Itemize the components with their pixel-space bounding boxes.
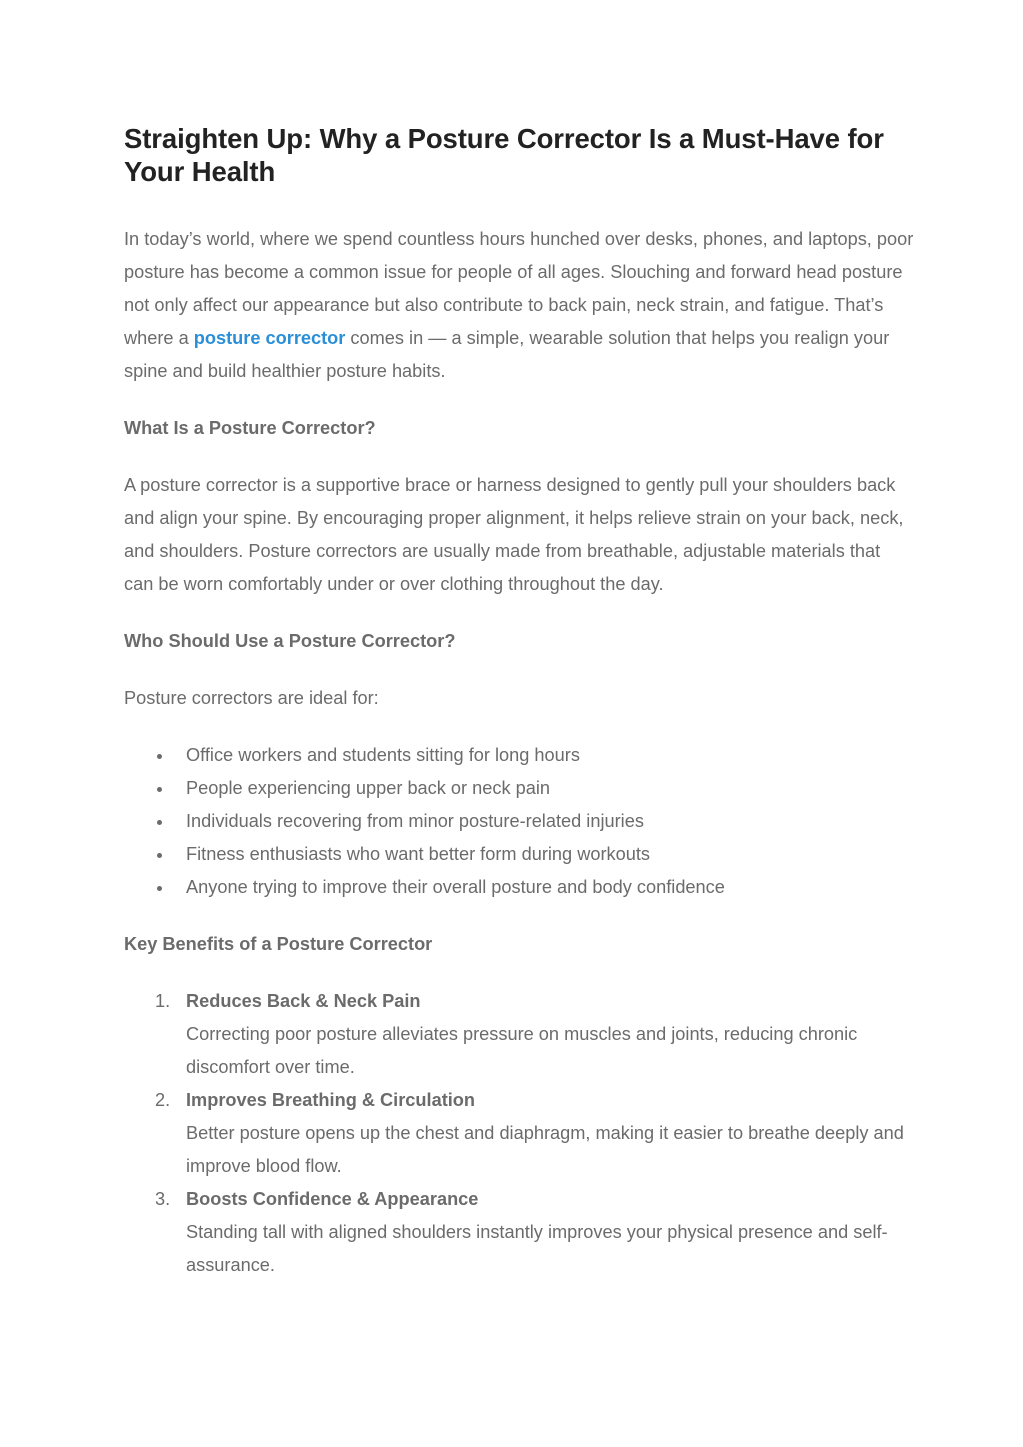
bullet-icon [157, 886, 162, 891]
benefit-title: Boosts Confidence & Appearance [186, 1189, 479, 1209]
list-item [124, 871, 914, 904]
benefits-heading: Key Benefits of a Posture Corrector [124, 934, 433, 954]
benefit-title: Improves Breathing & Circulation [186, 1090, 476, 1110]
benefit-number: 2. [155, 1090, 171, 1110]
benefit-item [124, 985, 914, 1084]
list-item [124, 739, 914, 772]
intro-paragraph [124, 223, 914, 388]
what-paragraph: A posture corrector is a supportive brace or harness designed to gently pull your shoulders back and align your spine. By encouraging proper alignment, it helps relieve strain on your back, neck, and shoulders. Posture correctors are usually made from breathable, adjustable materials that can be worn comfortably under or over clothing throughout the day. [124, 475, 904, 594]
list-item-text: Fitness enthusiasts who want better form during workouts [186, 844, 650, 864]
bullet-icon [157, 853, 162, 858]
list-item-text: Office workers and students sitting for long hours [186, 745, 580, 765]
who-heading: Who Should Use a Posture Corrector? [124, 631, 456, 651]
benefit-number: 3. [155, 1189, 171, 1209]
benefit-item [124, 1183, 914, 1282]
article [124, 122, 914, 1282]
benefit-description: Standing tall with aligned shoulders instantly improves your physical presence and self-assurance. [186, 1222, 888, 1275]
list-item-text: People experiencing upper back or neck pain [186, 778, 550, 798]
bullet-icon [157, 820, 162, 825]
list-item-text: Anyone trying to improve their overall posture and body confidence [186, 877, 725, 897]
benefit-title: Reduces Back & Neck Pain [186, 991, 421, 1011]
article-title: Straighten Up: Why a Posture Corrector Is a Must-Have for Your Health [124, 123, 884, 187]
benefit-description: Correcting poor posture alleviates pressure on muscles and joints, reducing chronic discomfort over time. [186, 1024, 858, 1077]
list-item [124, 838, 914, 871]
list-item [124, 772, 914, 805]
who-lead: Posture correctors are ideal for: [124, 688, 379, 708]
benefits-list [124, 985, 914, 1282]
benefit-item [124, 1084, 914, 1183]
what-heading: What Is a Posture Corrector? [124, 418, 376, 438]
list-item-text: Individuals recovering from minor posture-related injuries [186, 811, 644, 831]
intro-text-before-link: In today’s world, where we spend countless hours hunched over desks, phones, and laptops, poor posture has become a common issue for people of all ages. Slouching and forward head posture not only affect our appearance but also contribute to back pain, neck strain, and fatigue. That’s where a [124, 229, 914, 348]
bullet-icon [157, 787, 162, 792]
benefit-description: Better posture opens up the chest and diaphragm, making it easier to breathe deeply and improve blood flow. [186, 1123, 904, 1176]
list-item [124, 805, 914, 838]
who-list [124, 739, 914, 904]
bullet-icon [157, 754, 162, 759]
posture-corrector-link[interactable]: posture corrector [193, 328, 346, 348]
intro-text-after-link: comes in — a simple, wearable solution that helps you realign your spine and build healthier posture habits. [124, 328, 890, 381]
benefit-number: 1. [155, 991, 171, 1011]
